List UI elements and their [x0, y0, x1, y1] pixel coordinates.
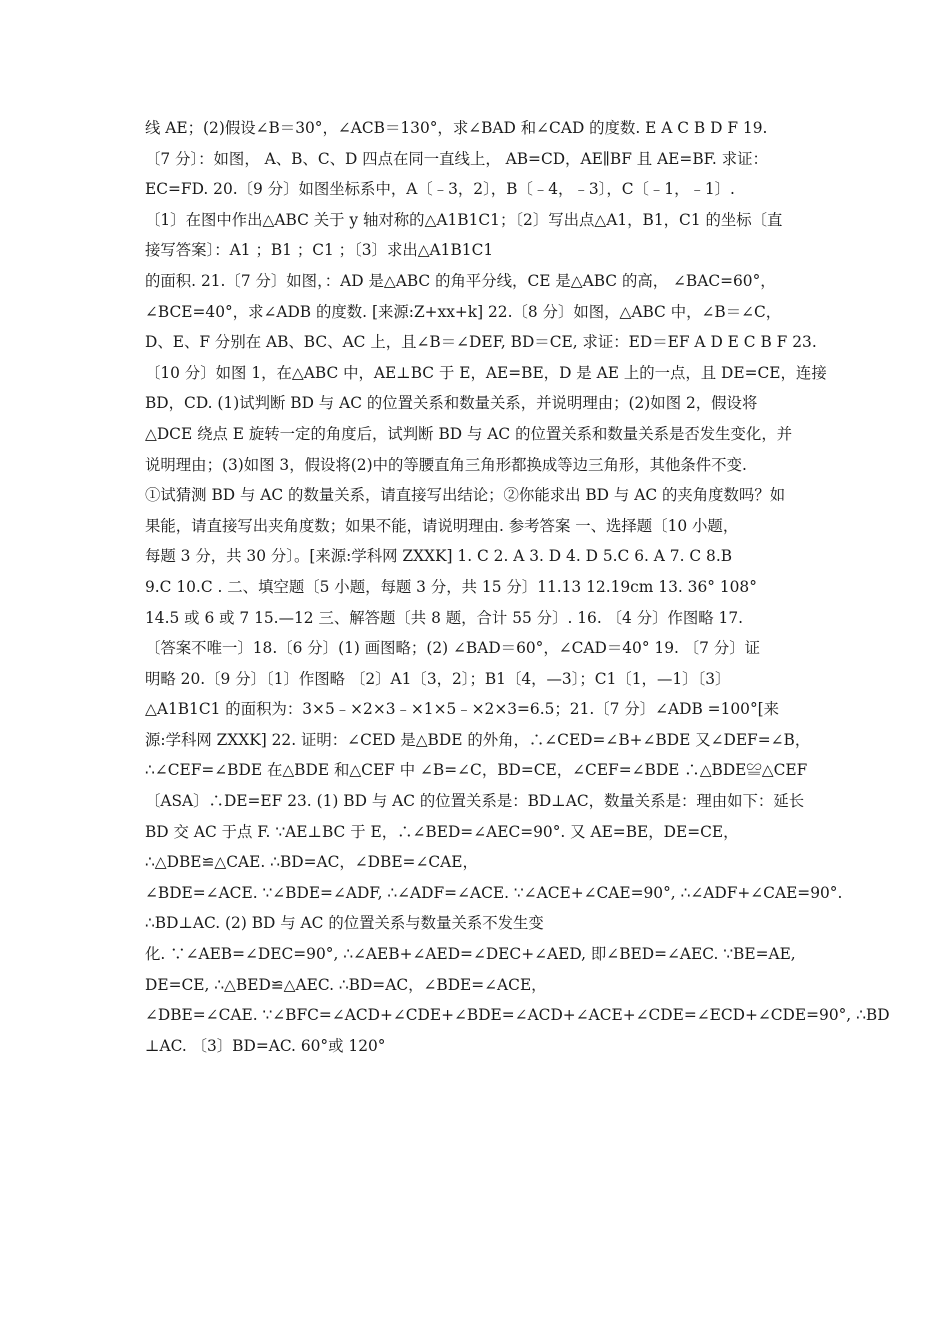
text-line: ①试猜测 BD 与 AC 的数量关系，请直接写出结论；②你能求出 BD 与 AC 的夹角度数吗？如	[145, 486, 786, 505]
text-line: 接写答案〕：A1 ；B1 ；C1 ；〔3〕求出△A1B1C1	[145, 241, 494, 260]
text-line: ∠BDE=∠ACE. ∵∠BDE=∠ADF, ∴∠ADF=∠ACE. ∵∠ACE+∠CAE=90°, ∴∠ADF+∠CAE=90°.	[145, 883, 843, 902]
text-line: 线 AE；(2)假设∠B＝30°，∠ACB＝130°，求∠BAD 和∠CAD 的度数. E A C B D F 19.	[145, 119, 768, 137]
text-line: 〔10 分〕如图 1，在△ABC 中，AE⊥BC 于 E，AE=BE，D 是 AE 上的一点，且 DE=CE，连接	[145, 363, 827, 382]
text-line: 每题 3 分，共 30 分〕。[来源:学科网 ZXXK] 1. C 2. A 3. D 4. D 5.C 6. A 7. C 8.B	[145, 547, 733, 566]
text-line: ∠BCE=40°，求∠ADB 的度数. [来源:Z+xx+k] 22.〔8 分〕如图，△ABC 中，∠B＝∠C，	[145, 302, 782, 321]
text-line: ∠DBE=∠CAE. ∵∠BFC=∠ACD+∠CDE+∠BDE=∠ACD+∠ACE+∠CDE=∠ECD+∠CDE=90°, ∴BD	[145, 1006, 890, 1025]
text-line: 明略 20.〔9 分〕〔1〕作图略 〔2〕A1〔3，2〕；B1〔4，—3〕；C1〔1，—1〕〔3〕	[145, 669, 731, 688]
text-line: BD，CD. (1)试判断 BD 与 AC 的位置关系和数量关系，并说明理由；(2)如图 2，假设将	[145, 394, 758, 413]
text-line: DE=CE, ∴△BED≌△AEC. ∴BD=AC，∠BDE=∠ACE，	[145, 975, 547, 994]
text-line: 9.C 10.C . 二、填空题〔5 小题，每题 3 分，共 15 分〕11.13 12.19cm 13. 36° 108°	[145, 577, 757, 596]
text-line: △A1B1C1 的面积为：3×5﹣×2×3﹣×1×5﹣×2×3=6.5；21.〔7 分〕∠ADB =100°[来	[145, 700, 780, 719]
text-line: ∴△DBE≌△CAE. ∴BD=AC，∠DBE=∠CAE，	[145, 853, 478, 872]
text-line: 说明理由；(3)如图 3，假设将(2)中的等腰直角三角形都换成等边三角形，其他条件不变.	[145, 455, 747, 474]
text-line: 〔1〕在图中作出△ABC 关于 y 轴对称的△A1B1C1；〔2〕写出点△A1，B1，C1 的坐标〔直	[145, 210, 783, 229]
text-line: 化. ∵∠AEB=∠DEC=90°, ∴∠AEB+∠AED=∠DEC+∠AED, 即∠BED=∠AEC. ∵BE=AE,	[145, 945, 796, 964]
text-line: 果能，请直接写出夹角度数；如果不能，请说明理由. 参考答案 一、选择题〔10 小题，	[145, 516, 739, 535]
text-line: ∴∠CEF=∠BDE 在△BDE 和△CEF 中 ∠B=∠C，BD=CE，∠CEF=∠BDE ∴△BDE≌△CEF	[145, 761, 808, 780]
document-body	[145, 113, 890, 1061]
text-line: EC=FD. 20.〔9 分〕如图坐标系中，A〔﹣3，2〕，B〔﹣4，﹣3〕，C〔﹣1，﹣1〕.	[145, 180, 735, 199]
text-line: D、E、F 分别在 AB、BC、AC 上，且∠B＝∠DEF, BD＝CE, 求证：ED＝EF A D E C B F 23.	[145, 333, 817, 352]
text-line: 14.5 或 6 或 7 15.—12 三、解答题〔共 8 题，合计 55 分〕. 16. 〔4 分〕作图略 17.	[145, 608, 744, 627]
text-line: 源:学科网 ZXXK] 22. 证明：∠CED 是△BDE 的外角，∴∠CED=∠B+∠BDE 又∠DEF=∠B，	[145, 730, 811, 749]
text-line: △DCE 绕点 E 旋转一定的角度后，试判断 BD 与 AC 的位置关系和数量关系是否发生变化，并	[145, 424, 793, 443]
text-line: BD 交 AC 于点 F. ∵AE⊥BC 于 E，∴∠BED=∠AEC=90°. 又 AE=BE，DE=CE，	[145, 822, 739, 841]
text-line: 〔ASA〕∴DE=EF 23. (1) BD 与 AC 的位置关系是：BD⊥AC，数量关系是：理由如下：延长	[145, 792, 805, 811]
text-line: 〔答案不唯一〕18.〔6 分〕(1) 画图略；(2) ∠BAD＝60°，∠CAD＝40° 19. 〔7 分〕证	[145, 639, 761, 658]
text-line: ⊥AC. 〔3〕BD=AC. 60°或 120°	[145, 1036, 386, 1055]
text-line: 的面积. 21.〔7 分〕如图，：AD 是△ABC 的角平分线，CE 是△ABC 的高， ∠BAC=60°，	[145, 271, 776, 290]
text-line: 〔7 分〕：如图， A、B、C、D 四点在同一直线上， AB=CD，AE∥BF 且 AE=BF. 求证：	[145, 149, 768, 168]
text-line: ∴BD⊥AC. (2) BD 与 AC 的位置关系与数量关系不发生变	[145, 914, 544, 933]
